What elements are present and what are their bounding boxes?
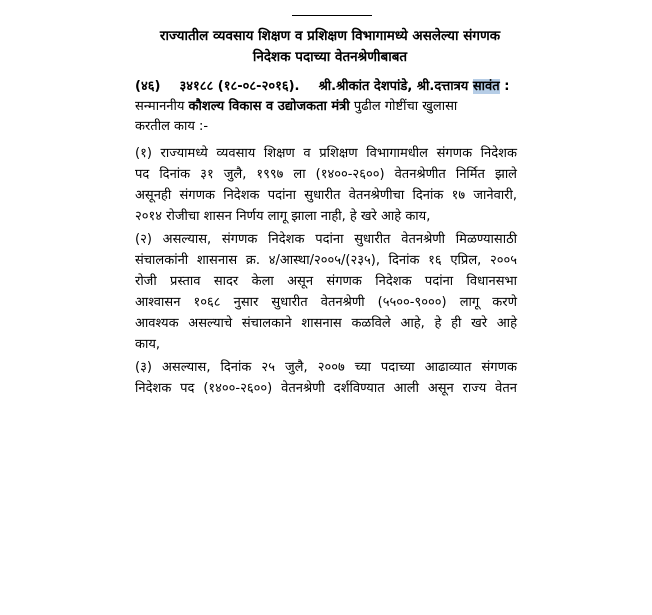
para2-line-6: काय,	[135, 337, 161, 352]
intro-line-2: करतील काय :-	[135, 119, 209, 134]
para1-line-1: (१) राज्यामध्ये व्यवसाय शिक्षण व प्रशिक्षण विभागामधील संगणक निदेशक	[135, 146, 517, 161]
para2-line-2: संचालकांनी शासनास क्र. ४/आस्था/२००५/(२३५), दिनांक १६ एप्रिल, २००५	[135, 253, 517, 268]
question-reference: ३४१८८ (१८-०८-२०१६).	[179, 79, 300, 94]
question-number: (४६)	[135, 79, 161, 94]
para2-line-5: आवश्यक असल्याचे संचालकाने शासनास कळविले आहे, हे ही खरे आहे	[135, 316, 517, 331]
minister-title: कौशल्य विकास व उद्योजकता मंत्री	[188, 99, 350, 114]
document-heading-line-1: राज्यातील व्यवसाय शिक्षण व प्रशिक्षण विभागामध्ये असलेल्या संगणक	[159, 28, 501, 44]
document-heading-line-2: निदेशक पदाच्या वेतनश्रेणीबाबत	[252, 49, 408, 65]
para2-line-1: (२) असल्यास, संगणक निदेशक पदांना सुधारीत वेतनश्रेणी मिळण्यासाठी	[135, 232, 517, 247]
question-colon: :	[504, 79, 510, 94]
para2-line-4: आश्वासन १०६८ नुसार सुधारीत वेतनश्रेणी (५५००-९०००) लागू करणे	[135, 295, 517, 310]
para3-line-2: निदेशक पद (१४००-२६००) वेतनश्रेणी दर्शविण्यात आली असून राज्य वेतन	[135, 381, 517, 396]
question-members: श्री.श्रीकांत देशपांडे, श्री.दत्तात्रय	[318, 79, 469, 94]
para1-line-4: २०१४ रोजीचा शासन निर्णय लागू झाला नाही, हे खरे आहे काय,	[135, 209, 431, 224]
para1-line-2: पद दिनांक ३१ जुलै, १९९७ ला (१४००-२६००) वेतनश्रेणीत निर्मित झाले	[135, 167, 517, 182]
para2-line-3: रोजी प्रस्ताव सादर केला असून संगणक निदेशक पदांना विधानसभा	[135, 274, 517, 289]
para3-line-1: (३) असल्यास, दिनांक २५ जुलै, २००७ च्या पदाच्या आढाव्यात संगणक	[135, 360, 517, 375]
top-separator-rule	[292, 15, 372, 16]
intro-line-1	[135, 98, 517, 116]
para1-line-3: असूनही संगणक निदेशक पदांना सुधारीत वेतनश्रेणीचा दिनांक १७ जानेवारी,	[135, 188, 517, 203]
question-header	[135, 78, 517, 96]
intro-text-1: सन्माननीय	[135, 99, 185, 114]
highlighted-member-name: सावंत	[472, 79, 500, 94]
intro-text-2: पुढील गोष्टींचा खुलासा	[353, 99, 458, 114]
